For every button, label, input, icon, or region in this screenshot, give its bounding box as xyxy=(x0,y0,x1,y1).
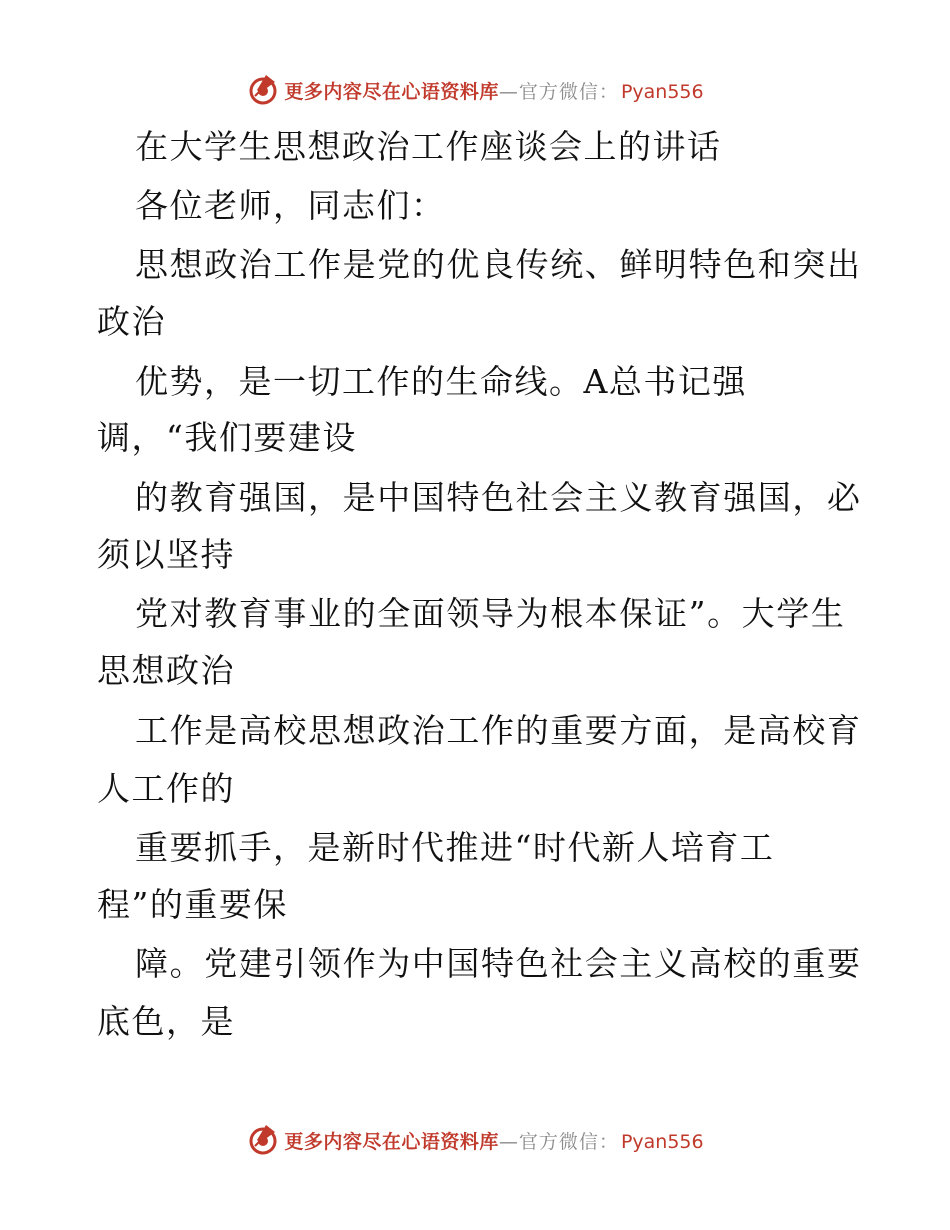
official-wechat-label: —官方微信： xyxy=(498,1130,619,1153)
banner-text xyxy=(284,1127,703,1154)
quill-pen-logo-icon xyxy=(246,1123,280,1157)
text-line: 思想政治工作是党的优良传统、鲜明特色和突出 xyxy=(135,245,862,284)
header-banner xyxy=(0,70,950,110)
wechat-id: Pyan556 xyxy=(620,80,704,103)
text-line: 程”的重要保 xyxy=(97,885,288,924)
text-line: 障。党建引领作为中国特色社会主义高校的重要 xyxy=(135,944,862,983)
official-wechat-label: —官方微信： xyxy=(498,80,619,103)
text-line: 的教育强国，是中国特色社会主义教育强国，必 xyxy=(135,478,862,517)
document-title: 在大学生思想政治工作座谈会上的讲话 xyxy=(135,127,722,166)
text-line: 思想政治 xyxy=(97,651,235,690)
salutation: 各位老师，同志们： xyxy=(135,186,446,225)
wechat-id: Pyan556 xyxy=(620,1130,704,1153)
text-line: 调，“我们要建设 xyxy=(97,418,357,457)
text-line: 人工作的 xyxy=(97,769,235,808)
library-name: 更多内容尽在心语资料库 xyxy=(284,80,499,103)
text-line: 党对教育事业的全面领导为根本保证”。大学生 xyxy=(135,594,846,633)
text-line: 优势，是一切工作的生命线。A总书记强 xyxy=(135,362,747,401)
text-line: 底色，是 xyxy=(97,1002,235,1041)
banner-text xyxy=(284,77,703,104)
text-line: 重要抓手，是新时代推进“时代新人培育工 xyxy=(135,828,775,867)
text-line: 工作是高校思想政治工作的重要方面，是高校育 xyxy=(135,711,862,750)
quill-pen-logo-icon xyxy=(246,73,280,107)
text-line: 政治 xyxy=(97,302,166,341)
text-line: 须以坚持 xyxy=(97,535,235,574)
library-name: 更多内容尽在心语资料库 xyxy=(284,1130,499,1153)
footer-banner xyxy=(0,1120,950,1160)
